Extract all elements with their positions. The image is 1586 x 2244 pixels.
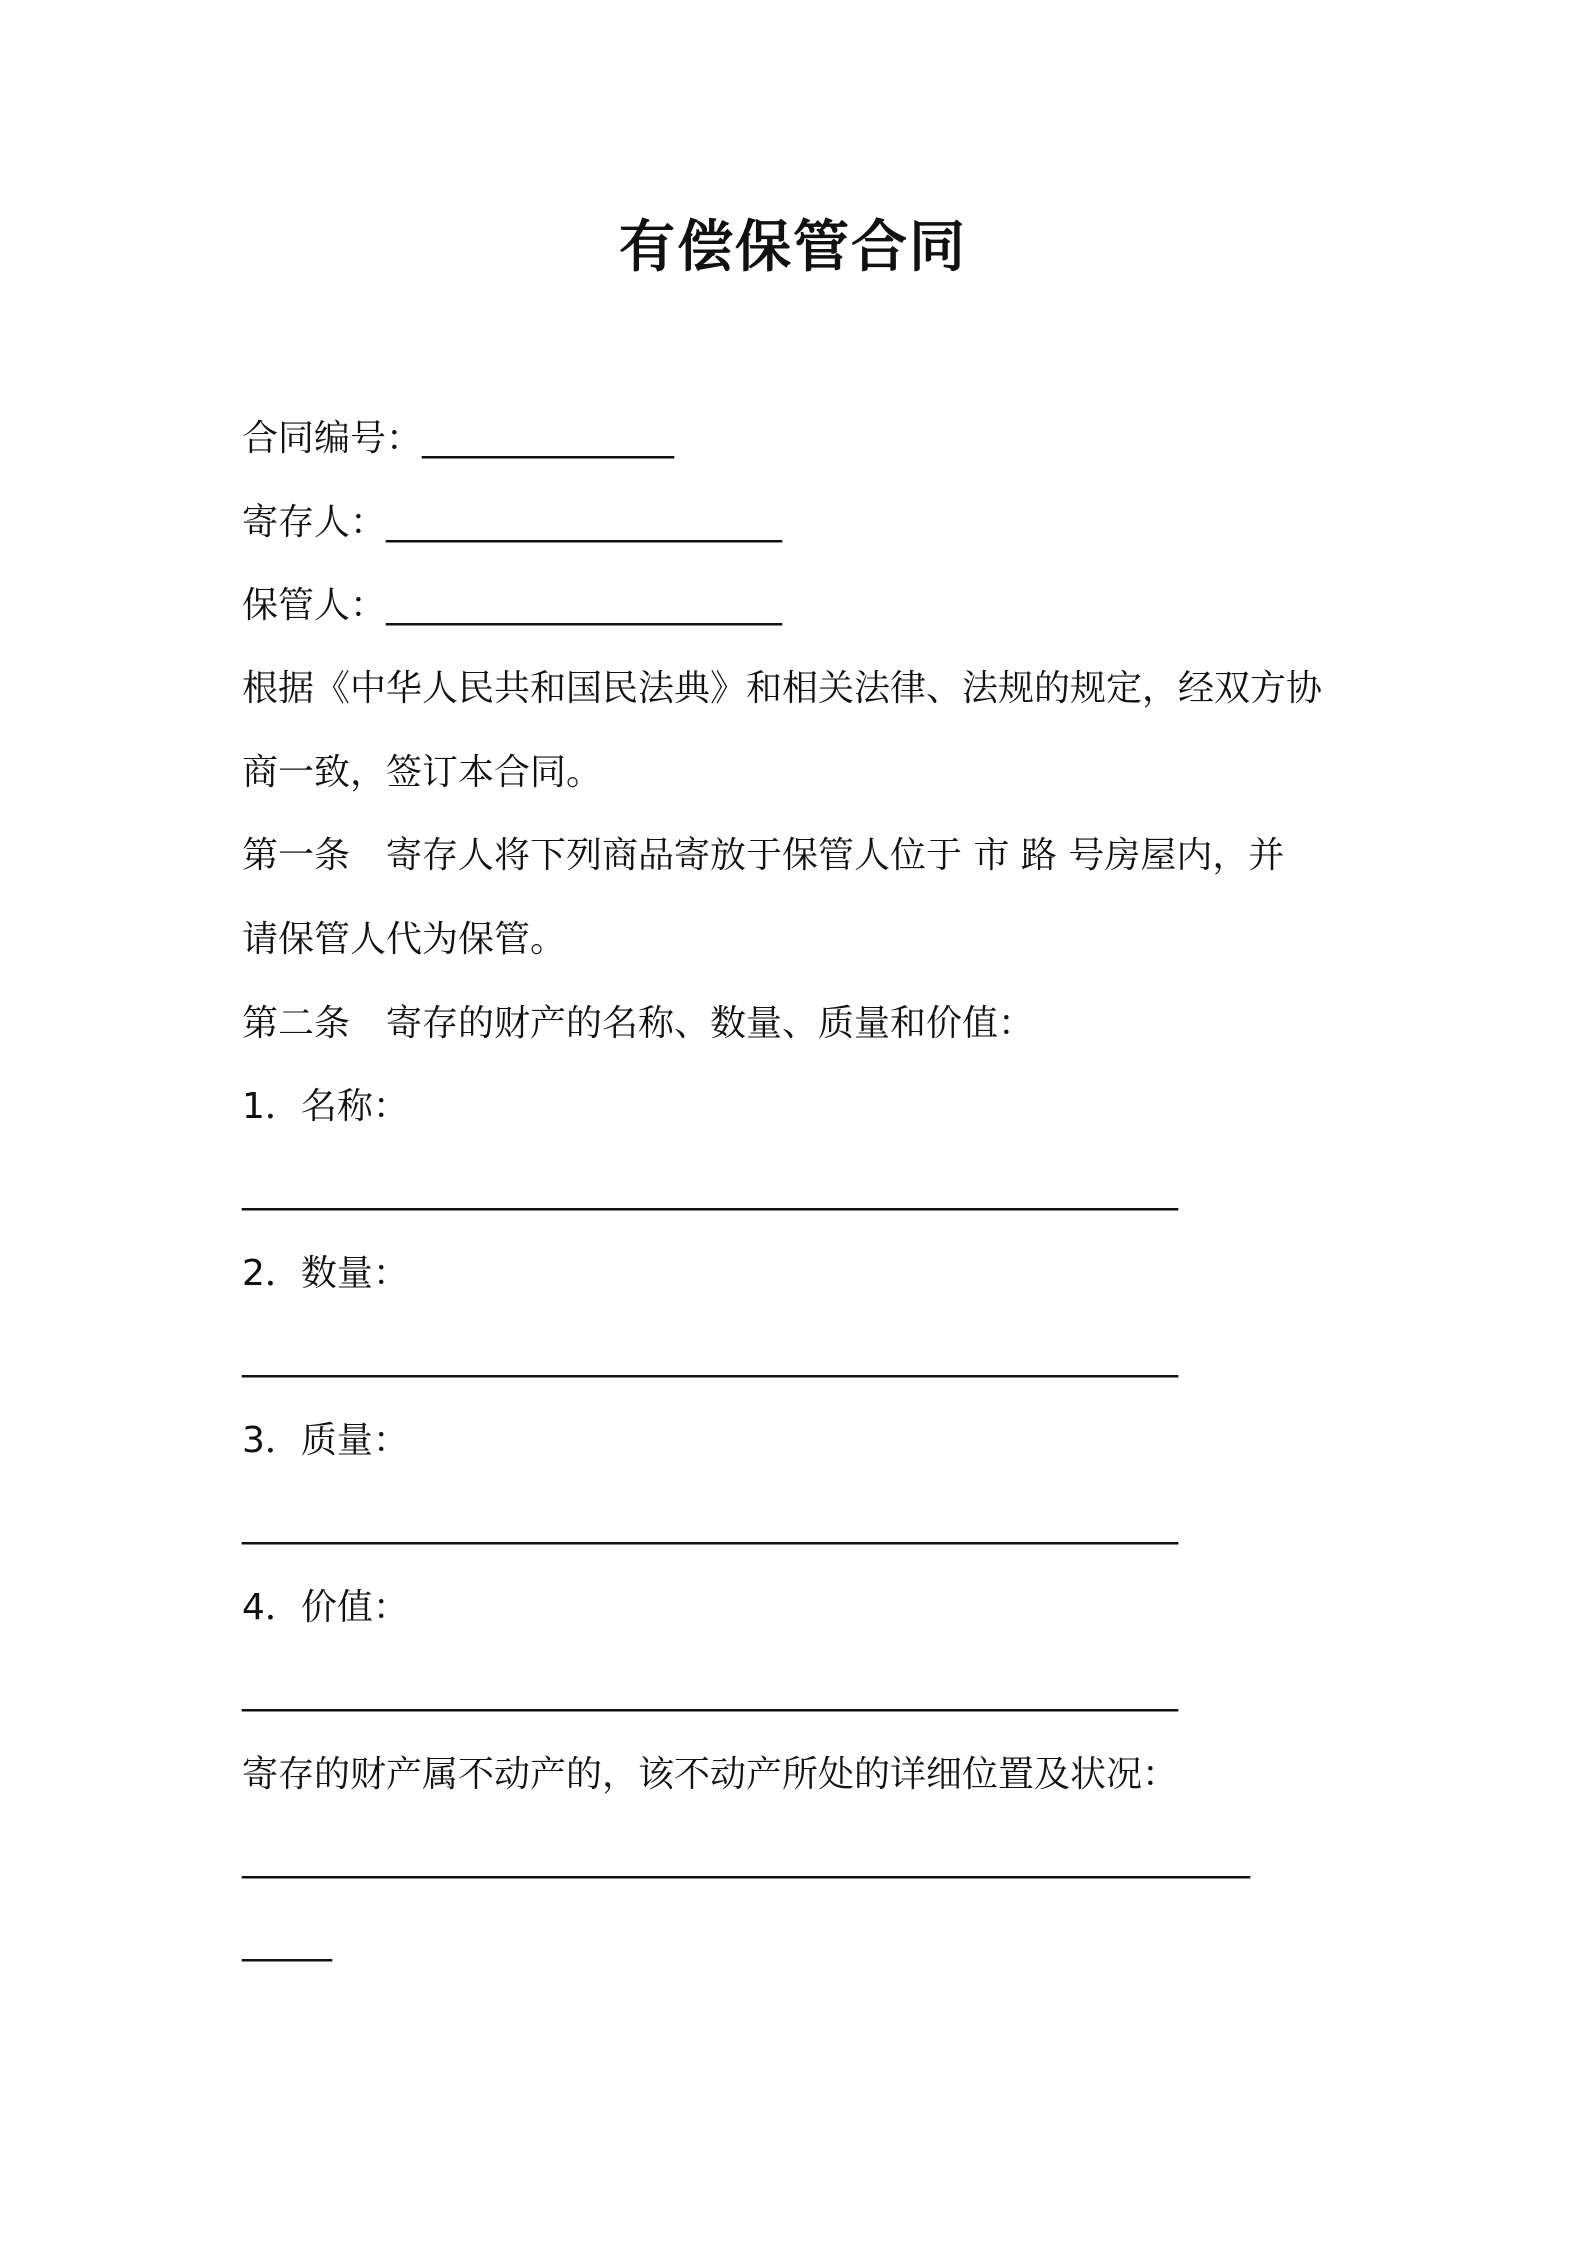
item-2-blank: ____________________________________________________ [242, 1337, 1178, 1378]
item-1-blank: ____________________________________________________ [242, 1170, 1178, 1211]
item-4-label: 4．价值： [242, 1587, 409, 1628]
item-1-label: 1．名称： [242, 1086, 409, 1127]
custodian-line: 保管人：______________________ [242, 585, 783, 626]
document-title: 有偿保管合同 [619, 215, 967, 280]
item-4-blank: ____________________________________________________ [242, 1671, 1178, 1712]
article-2-line: 第二条 寄存的财产的名称、数量、质量和价值： [242, 1003, 1035, 1044]
preamble-line-2: 商一致，签订本合同。 [242, 752, 603, 793]
real-estate-blank-2: _____ [242, 1921, 332, 1962]
depositor-line: 寄存人：______________________ [242, 502, 783, 543]
real-estate-line: 寄存的财产属不动产的，该不动产所处的详细位置及状况： [242, 1754, 1179, 1795]
contract-number-line: 合同编号：______________ [242, 418, 675, 459]
preamble-line-1: 根据《中华人民共和国民法典》和相关法律、法规的规定，经双方协 [242, 668, 1323, 709]
article-1-line-2: 请保管人代为保管。 [242, 919, 567, 960]
article-1-line-1: 第一条 寄存人将下列商品寄放于保管人位于 市 路 号房屋内，并 [242, 835, 1285, 876]
item-3-blank: ____________________________________________________ [242, 1504, 1178, 1545]
real-estate-blank-1: ________________________________________________________ [242, 1838, 1250, 1879]
item-3-label: 3．质量： [242, 1420, 409, 1461]
item-2-label: 2．数量： [242, 1253, 409, 1294]
